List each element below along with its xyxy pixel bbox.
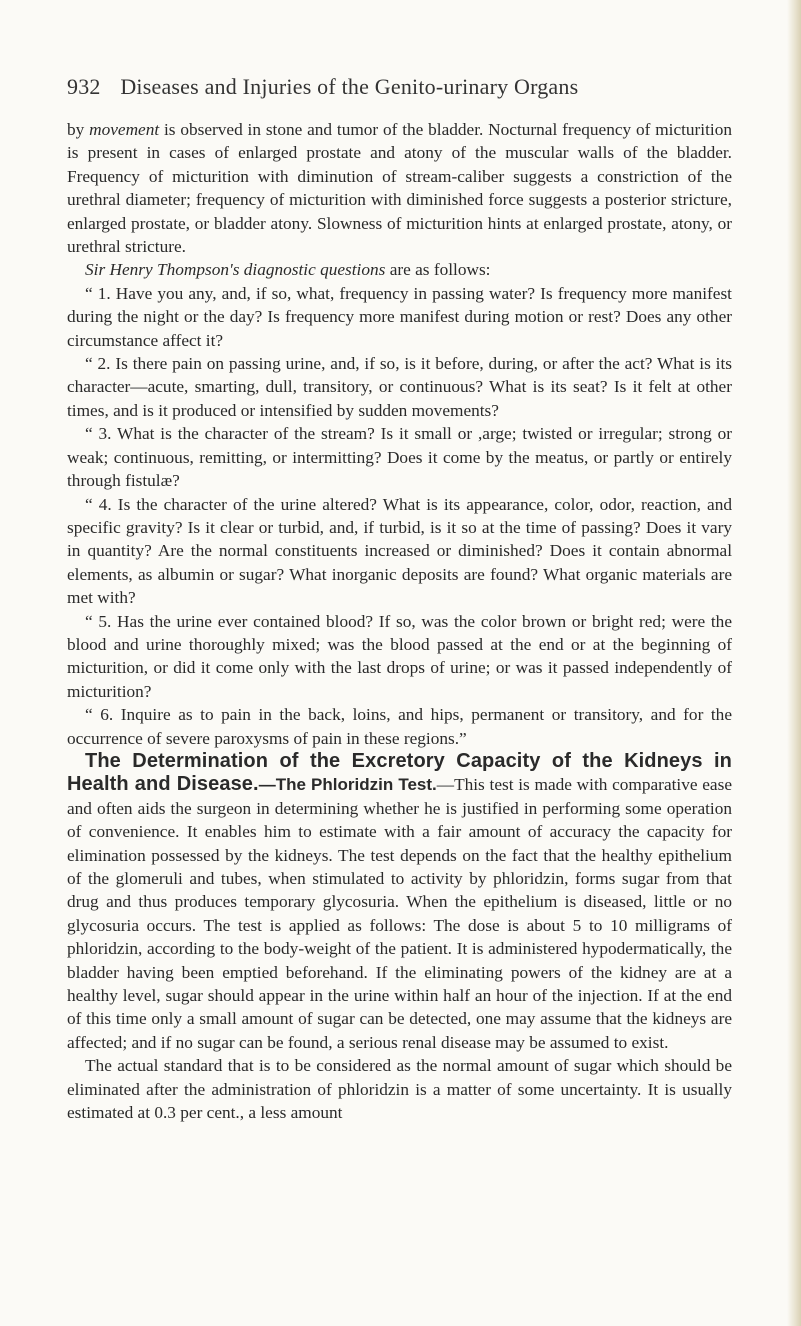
- page-number: 932: [67, 74, 101, 99]
- paragraph-text: are as follows:: [385, 260, 491, 280]
- section-text: —This test is made with comparative ease and often aids the surgeon in determining whether he is justified in performing some operation of convenience. It enables him to estimate with a fair amount of accuracy the capacity for elimination possessed by the kidneys. The test depends on the fact that the healthy epithelium of the glomeruli and tubes, when stimulated to activity by phloridzin, forms sugar from that drug and thus produces temporary glycosuria. When the epithelium is diseased, little or no glycosuria occurs. The test is applied as follows: The dose is about 5 to 10 milligrams of phloridzin, according to the body-weight of the patient. It is administered hypodermatically, the bladder having been emptied beforehand. If the eliminating powers of the kidney are at a healthy level, sugar should appear in the urine within half an hour of the injection. If at the end of this time only a small amount of sugar can be detected, one may assume that the kidneys are affected; and if no sugar can be found, a serious renal disease may be assumed to exist.: [67, 775, 732, 1052]
- section-heading: The Determination of the Excretory Capacity of the Kidneys in Health and Disease.: [67, 749, 732, 796]
- question-1: “ 1. Have you any, and, if so, what, frequency in passing water? Is frequency more manifest during the night or the day? Is frequency more manifest during motion or rest? Does any other circumstance affect it?: [67, 283, 732, 350]
- running-header: [67, 74, 727, 100]
- emphasis-movement: movement: [89, 120, 160, 139]
- question-3: “ 3. What is the character of the stream? Is it small or ,arge; twisted or irregular; strong or weak; continuous, remitting, or intermitting? Does it come by the meatus, or partly or entirely through fistulæ?: [67, 424, 732, 491]
- paragraph-text: is observed in stone and tumor of the bladder. Nocturnal frequency of micturition is present in cases of enlarged prostate and atony of the muscular walls of the bladder. Frequency of micturition with diminution of stream-caliber suggests a constriction of the urethral diameter; frequency of micturition with diminished force suggests a posterior stricture, enlarged prostate, or bladder atony. Slowness of micturition hints at enlarged prostate, atony, or urethral stricture.: [67, 120, 732, 257]
- emphasis-thompson: Sir Henry Thompson's diagnostic questions: [85, 260, 386, 280]
- page-body: [67, 118, 732, 1124]
- question-6: “ 6. Inquire as to pain in the back, loins, and hips, permanent or transitory, and for the occurrence of severe paroxysms of pain in these regions.”: [67, 705, 732, 748]
- question-5: “ 5. Has the urine ever contained blood? If so, was the color brown or bright red; were the blood and urine thoroughly mixed; was the blood passed at the end or at the beginning of micturition, or did it come only with the last drops of urine; or was it passed independently of micturition?: [67, 611, 732, 701]
- section-subheading: —The Phloridzin Test.: [258, 775, 437, 795]
- page-edge: [787, 0, 801, 1326]
- question-2: “ 2. Is there pain on passing urine, and, if so, is it before, during, or after the act? What is its character—acute, smarting, dull, transitory, or continuous? What is its seat? Is it felt at other times, and is it produced or intensified by sudden movements?: [67, 354, 732, 420]
- question-4: “ 4. Is the character of the urine altered? What is its appearance, color, odor, reaction, and specific gravity? Is it clear or turbid, and, if turbid, is it so at the time of passing? Does it vary in quantity? Are the normal constituents increased or diminished? Does it contain abnormal elements, as albumin or sugar? What inorganic deposits are found? What organic materials are met with?: [67, 494, 732, 608]
- paragraph-movement: [67, 118, 732, 258]
- paragraph-thompson-intro: [67, 258, 732, 281]
- paragraph-lead: by: [67, 120, 90, 139]
- paragraph-standard: The actual standard that is to be considered as the normal amount of sugar which should be eliminated after the administration of phloridzin is a matter of some uncertainty. It is usually estimated at 0.3 per cent., a less amount: [67, 1056, 732, 1123]
- running-title: Diseases and Injuries of the Genito-urinary Organs: [120, 74, 579, 99]
- section-phloridzin: [67, 750, 732, 1054]
